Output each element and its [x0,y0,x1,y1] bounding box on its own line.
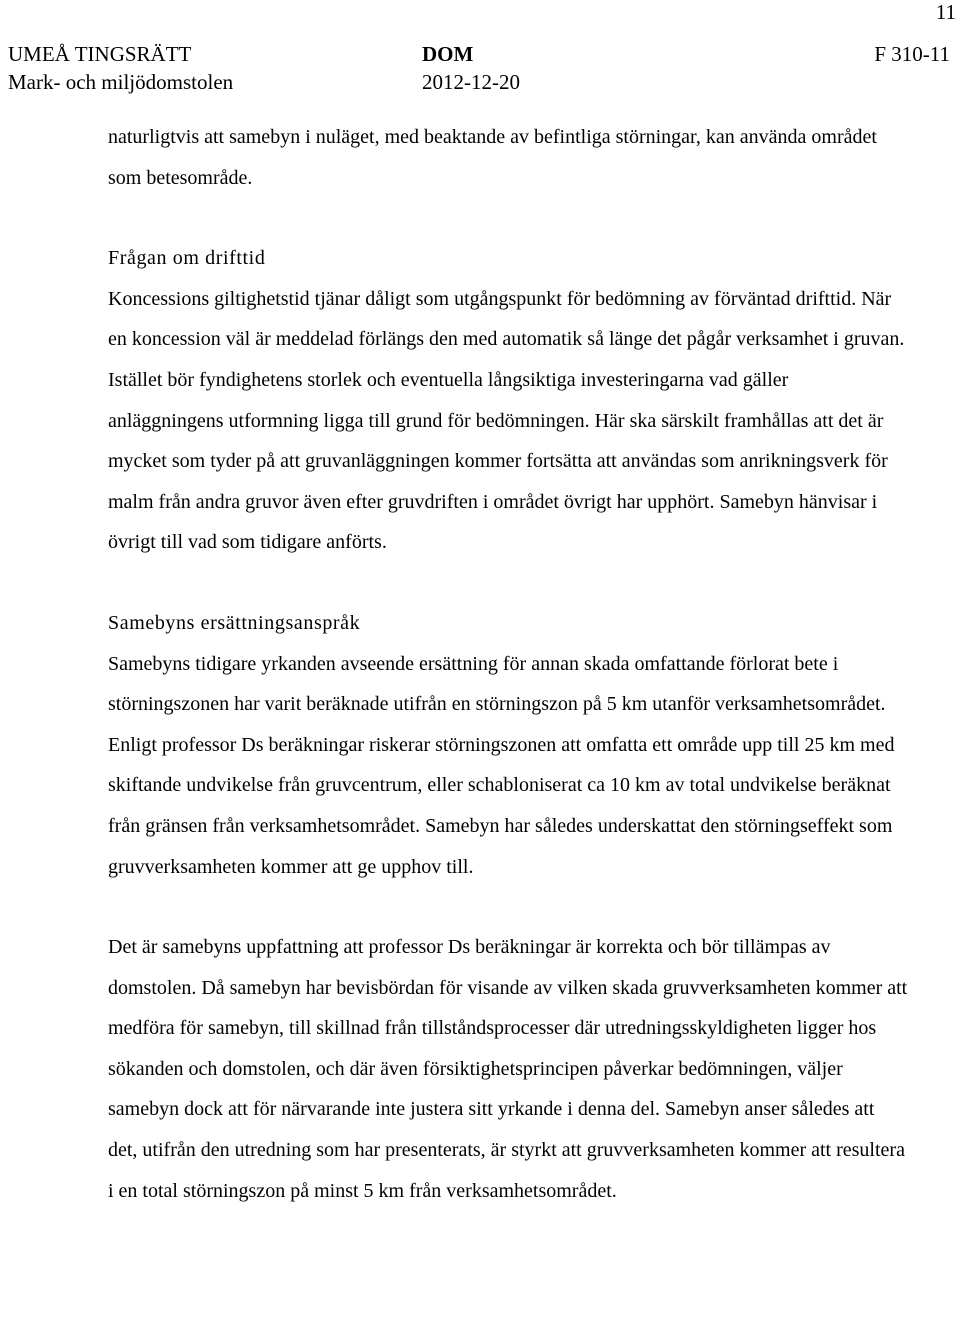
document-body [108,117,908,1211]
paragraph-4: Det är samebyns uppfattning att professor Ds beräkningar är korrekta och bör tillämpas av domstolen. Då samebyn har bevisbördan för visande av vilken skada gruvverksamheten kommer att medföra för samebyn, till skillnad från tillståndsprocesser där utredningsskyldigheten ligger hos sökanden och domstolen, och där även försiktighetsprincipen påverkar bedömningen, väljer samebyn dock att för närvarande inte justera sitt yrkande i denna del. Samebyn anser således att det, utifrån den utredning som har presenterats, är styrkt att gruvverksamheten kommer att resultera i en total störningszon på minst 5 km från verksamhetsområdet. [108,936,908,1202]
case-number: F 310-11 [874,42,950,66]
document-type: DOM [422,42,474,66]
heading-drifttid: Frågan om drifttid [108,247,266,270]
court-name: UMEÅ TINGSRÄTT [8,42,192,66]
document-date: 2012-12-20 [422,70,520,94]
paragraph-2: Koncessions giltighetstid tjänar dåligt som utgångspunkt för bedömning av förväntad drifttid. När en koncession väl är meddelad förlängs den med automatik så länge det pågår verksamhet i gruvan. Istället bör fyndighetens storlek och eventuella långsiktiga investeringarna vad gäller anläggningens utformning ligga till grund för bedömningen. Här ska särskilt framhållas att det är mycket som tyder på att gruvanläggningen kommer fortsätta att användas som anrikningsverk för malm från andra gruvor även efter gruvdriften i området övrigt har upphört. Samebyn hänvisar i övrigt till vad som tidigare anförts. [108,287,905,554]
court-division: Mark- och miljödomstolen [8,70,234,94]
page-number: 11 [935,0,956,24]
spacer [108,887,908,927]
paragraph-3: Samebyns tidigare yrkanden avseende ersättning för annan skada omfattande förlorat bete i störningszonen har varit beräknade utifrån en störningszon på 5 km utanför verksamhetsområdet. Enligt professor Ds beräkningar riskerar störningszonen att omfatta ett område upp till 25 km med skiftande undvikelse från gruvcentrum, eller schabloniserat ca 10 km av total undvikelse beräknat från gränsen från verksamhetsområdet. Samebyn har således underskattat den störningseffekt som gruvverksamheten kommer att ge upphov till. [108,652,895,878]
spacer [108,563,908,603]
paragraph-1: naturligtvis att samebyn i nuläget, med beaktande av befintliga störningar, kan använda området som betesområde. [108,126,877,189]
heading-ersattning: Samebyns ersättningsanspråk [108,611,361,634]
spacer [108,198,908,238]
